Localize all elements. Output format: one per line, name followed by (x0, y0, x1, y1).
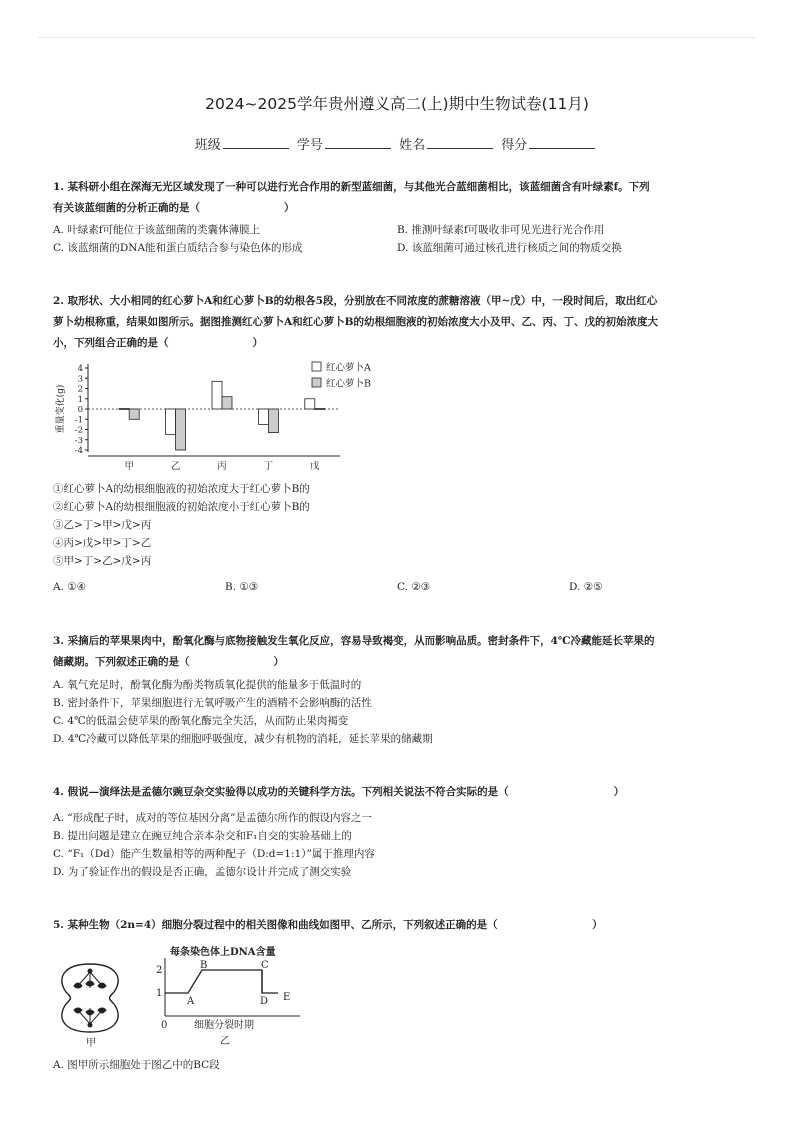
q2-statement: ②红心萝卜A的幼根细胞液的初始浓度小于红心萝卜B的 (53, 501, 310, 513)
q4-option-c[interactable]: C. “F₁（Dd）能产生数量相等的两种配子（D:d=1:1）”属于推理内容 (53, 848, 375, 860)
question-4-stem: 4. 假说—演绎法是孟德尔豌豆杂交实验得以成功的关键科学方法。下列相关说法不符合实际的是（ ） (53, 786, 625, 798)
category-label: 丙 (217, 461, 227, 472)
chromosome (74, 983, 82, 988)
bar (176, 409, 186, 450)
q1-option-c[interactable]: C. 该蓝细菌的DNA能和蛋白质结合参与染色体的形成 (53, 242, 303, 254)
class-label: 班级 (194, 138, 221, 153)
score-field[interactable] (529, 136, 595, 149)
chromosome (98, 983, 106, 988)
bar (212, 381, 222, 409)
y-tick-label: 3 (77, 374, 83, 385)
graph-ylabel: 每条染色体上DNA含量 (170, 947, 276, 958)
bar (268, 409, 278, 433)
legend-swatch (312, 378, 321, 387)
q2-option-a[interactable]: A. ①④ (53, 581, 87, 593)
y-tick-label: -3 (74, 435, 83, 446)
question-1-stem: 1. 某科研小组在深海无光区域发现了一种可以进行光合作用的新型蓝细菌，与其他光合蓝细菌相比，该蓝细菌含有叶绿素f。下列 有关该蓝细菌的分析正确的是（ ） (53, 181, 650, 214)
q2-statement: ⑤甲>丁>乙>戊>丙 (53, 555, 152, 567)
question-3-stem: 3. 采摘后的苹果果肉中，酚氧化酶与底物接触发生氧化反应，容易导致褐变，从而影响品质。密封条件下，4℃冷藏能延长苹果的 储藏期。下列叙述正确的是（ ） (53, 635, 655, 668)
q2-option-c[interactable]: C. ②③ (397, 581, 431, 593)
graph-y-tick: 0 (161, 1020, 168, 1031)
q2-statements (53, 480, 743, 570)
y-tick-label: 0 (77, 405, 83, 415)
centriole (88, 969, 92, 973)
y-tick-label: 1 (77, 394, 83, 405)
y-tick-label: -1 (74, 415, 83, 426)
q4-option-b[interactable]: B. 提出问题是建立在豌豆纯合亲本杂交和F₁自交的实验基础上的 (53, 830, 352, 842)
chromosome (74, 1008, 82, 1013)
graph-point-label: D (260, 996, 269, 1007)
graph-y-tick: 2 (156, 965, 163, 976)
q2-option-d[interactable]: D. ②⑤ (569, 581, 603, 593)
legend-label: 红心萝卜A (326, 362, 371, 374)
id-label: 学号 (296, 138, 323, 153)
fig-yi-label: 乙 (220, 1036, 230, 1047)
q2-option-b[interactable]: B. ①③ (225, 581, 259, 593)
y-tick-label: 4 (77, 364, 83, 374)
id-field[interactable] (325, 136, 391, 149)
q1-option-a[interactable]: A. 叶绿素f可能位于该蓝细菌的类囊体薄膜上 (53, 224, 261, 236)
legend-label: 红心萝卜B (326, 378, 371, 390)
graph-point-label: C (261, 960, 269, 971)
q1-option-d[interactable]: D. 该蓝细菌可通过核孔进行核质之间的物质交换 (397, 242, 622, 254)
graph-point-label: E (283, 992, 291, 1003)
bar (258, 409, 268, 424)
q2-statement: ①红心萝卜A的幼根细胞液的初始浓度大于红心萝卜B的 (53, 483, 310, 495)
y-tick-label: 2 (77, 384, 83, 395)
class-field[interactable] (223, 136, 289, 149)
q5-dna-graph (150, 942, 310, 1052)
bar (166, 409, 176, 435)
q4-options (53, 809, 743, 881)
top-rule (38, 37, 756, 38)
dna-content-line (165, 970, 278, 993)
q4-option-d[interactable]: D. 为了验证作出的假设是否正确，孟德尔设计并完成了测交实验 (53, 866, 352, 878)
question-5-stem: 5. 某种生物（2n=4）细胞分裂过程中的相关图像和曲线如图甲、乙所示，下列叙述正确的是（ ） (53, 919, 603, 931)
q1-option-b[interactable]: B. 推测叶绿素f可吸收非可见光进行光合作用 (397, 224, 605, 236)
chromosome (86, 1010, 94, 1015)
graph-point-label: A (187, 996, 195, 1007)
q3-option-b[interactable]: B. 密封条件下，苹果细胞进行无氧呼吸产生的酒精不会影响酶的活性 (53, 697, 372, 709)
bar (315, 409, 325, 410)
name-field[interactable] (427, 136, 493, 149)
q3-options (53, 676, 743, 748)
q5-option-a[interactable]: A. 图甲所示细胞处于图乙中的BC段 (53, 1059, 220, 1071)
graph-xlabel: 细胞分裂时期 (194, 1020, 254, 1031)
page-title: 2024~2025学年贵州遵义高二(上)期中生物试卷(11月) (205, 95, 589, 113)
q3-option-d[interactable]: D. 4℃冷藏可以降低苹果的细胞呼吸强度，减少有机物的消耗，延长苹果的储藏期 (53, 733, 433, 745)
centriole (88, 1023, 92, 1027)
q2-statement: ③乙>丁>甲>戊>丙 (53, 519, 152, 531)
q3-option-a[interactable]: A. 氧气充足时，酚氧化酶为酚类物质氧化提供的能量多于低温时的 (53, 679, 362, 691)
bar (222, 397, 232, 409)
student-info-line (0, 134, 794, 153)
bar (305, 399, 315, 409)
category-label: 甲 (124, 461, 134, 472)
question-2-stem: 2. 取形状、大小相同的红心萝卜A和红心萝卜B的幼根各5段，分别放在不同浓度的蔗糖溶液（甲~戊）中，一段时间后，取出红心 萝卜幼根称重，结果如图所示。据图推测红心萝卜A和红心萝卜B的幼根细胞液的初始浓度大小及甲、乙、丙、丁、戊的初始浓度大 小，下列组合正确的是（ ） (53, 295, 659, 349)
graph-y-tick: 1 (156, 988, 163, 999)
score-label: 得分 (501, 138, 528, 153)
q4-option-a[interactable]: A. “形成配子时，成对的等位基因分离”是孟德尔所作的假设内容之一 (53, 812, 372, 824)
category-label: 乙 (170, 461, 181, 472)
category-label: 戊 (310, 461, 320, 472)
chromosome (86, 981, 94, 986)
bar (119, 409, 129, 410)
y-tick-label: -2 (74, 425, 83, 436)
q3-option-c[interactable]: C. 4℃的低温会使苹果的酚氧化酶完全失活，从而防止果肉褐变 (53, 715, 349, 727)
chromosome (98, 1008, 106, 1013)
y-axis-label: 重量变化(g) (56, 384, 66, 434)
legend-swatch (312, 362, 321, 371)
q2-bar-chart (50, 356, 390, 476)
y-tick-label: -4 (74, 446, 83, 456)
name-label: 姓名 (399, 138, 426, 153)
bar (129, 409, 139, 419)
fig-jia-label: 甲 (86, 1038, 96, 1048)
q5-cell-figure (50, 958, 130, 1048)
graph-point-label: B (200, 960, 208, 971)
category-label: 丁 (263, 461, 274, 472)
q2-statement: ④丙>戊>甲>丁>乙 (53, 537, 152, 549)
